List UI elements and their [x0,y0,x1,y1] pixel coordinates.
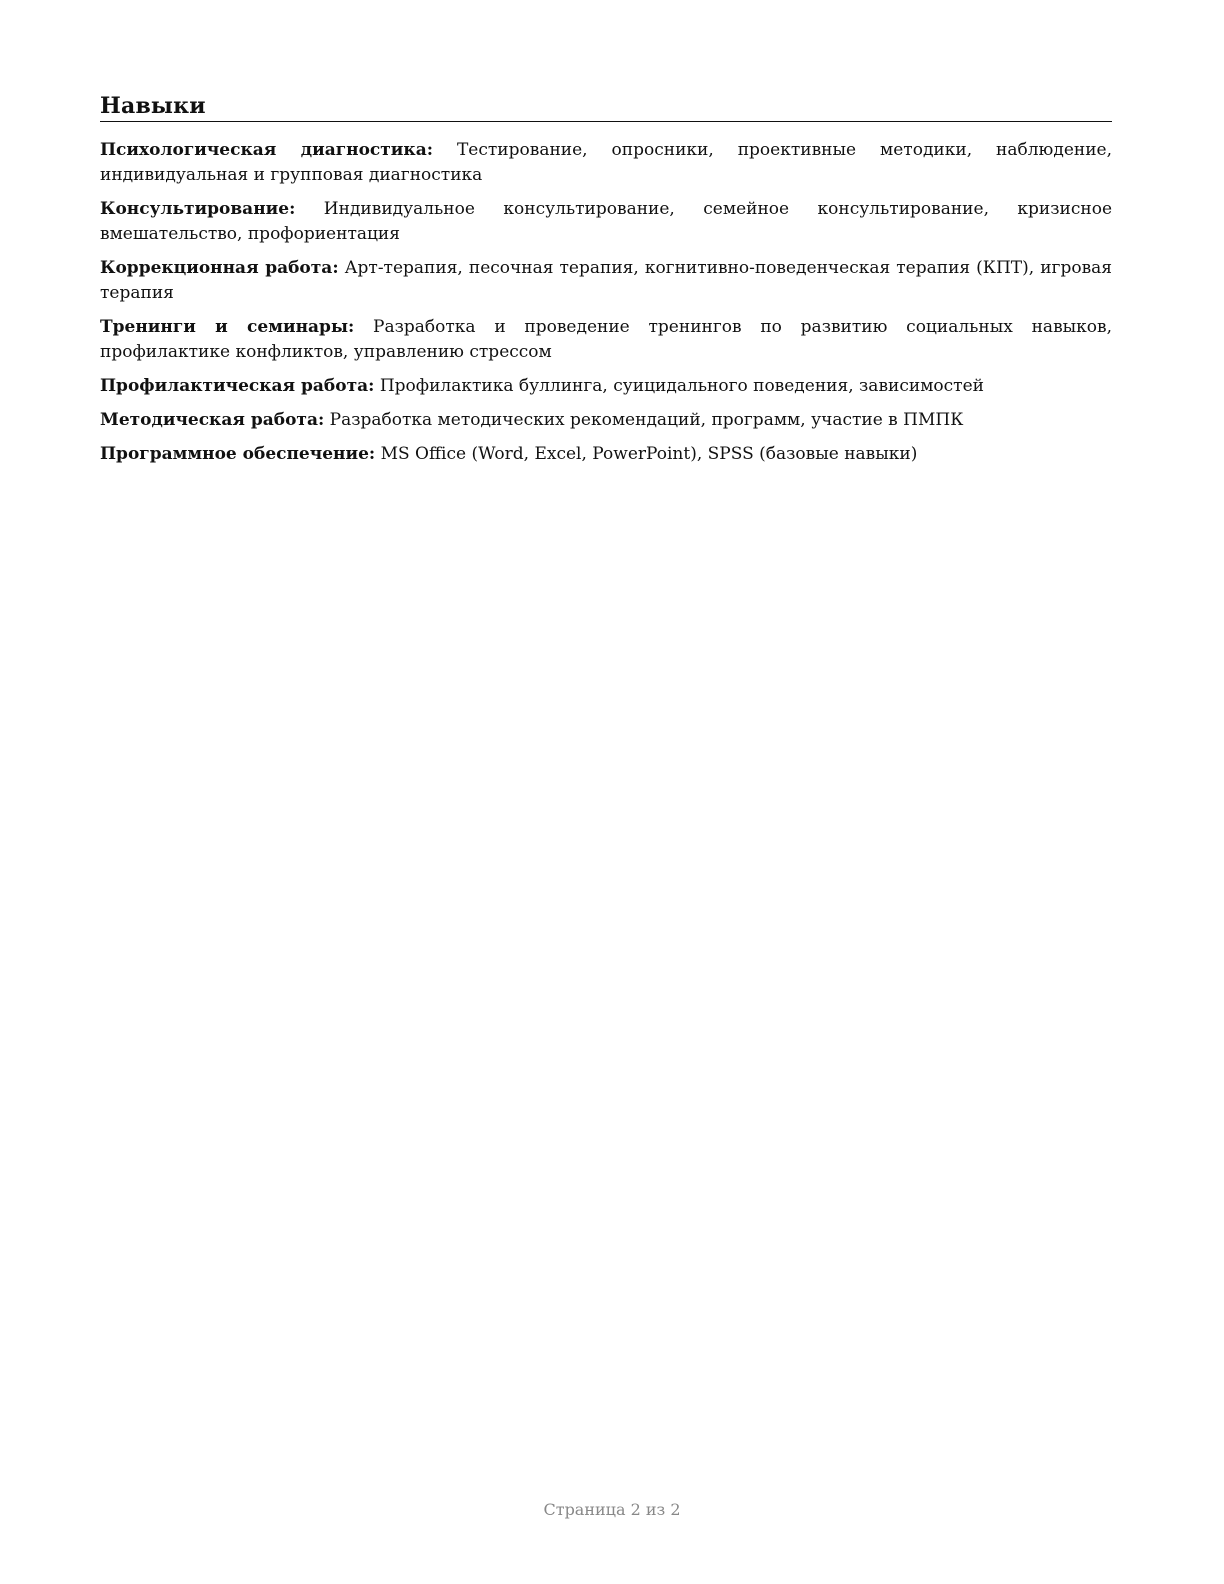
page-number-footer: Страница 2 из 2 [543,1500,681,1519]
skill-label: Профилактическая работа: [100,376,375,396]
skill-label: Коррекционная работа: [100,258,339,278]
skill-item-software [100,442,1112,467]
skill-text: Разработка и проведение тренингов по развитию социальных навыков, профилактике конфликтов, управлению стрессом [100,317,1113,362]
skill-text: Арт-терапия, песочная терапия, когнитивно-поведенческая терапия (КПТ), игровая терапия [100,258,1112,303]
section-title-skills: Навыки [100,92,1112,122]
skills-list [100,138,1112,467]
skill-label: Консультирование: [100,199,296,219]
skill-text: Разработка методических рекомендаций, программ, участие в ПМПК [329,410,964,430]
skill-text: MS Office (Word, Excel, PowerPoint), SPSS (базовые навыки) [380,444,918,464]
skill-item-correction [100,256,1112,306]
skill-text: Индивидуальное консультирование, семейное консультирование, кризисное вмешательство, профориентация [100,199,1113,244]
skill-label: Программное обеспечение: [100,444,376,464]
skill-item-trainings [100,315,1112,365]
skill-text: Тестирование, опросники, проективные методики, наблюдение, индивидуальная и групповая диагностика [100,140,1113,185]
skill-label: Тренинги и семинары: [100,317,355,337]
skill-label: Психологическая диагностика: [100,140,433,160]
skill-item-diagnostics [100,138,1112,188]
skill-text: Профилактика буллинга, суицидального поведения, зависимостей [379,376,984,396]
skill-label: Методическая работа: [100,410,325,430]
skill-item-counseling [100,197,1112,247]
resume-page [100,92,1112,476]
skill-item-methodology [100,408,1112,433]
skill-item-prevention [100,374,1112,399]
